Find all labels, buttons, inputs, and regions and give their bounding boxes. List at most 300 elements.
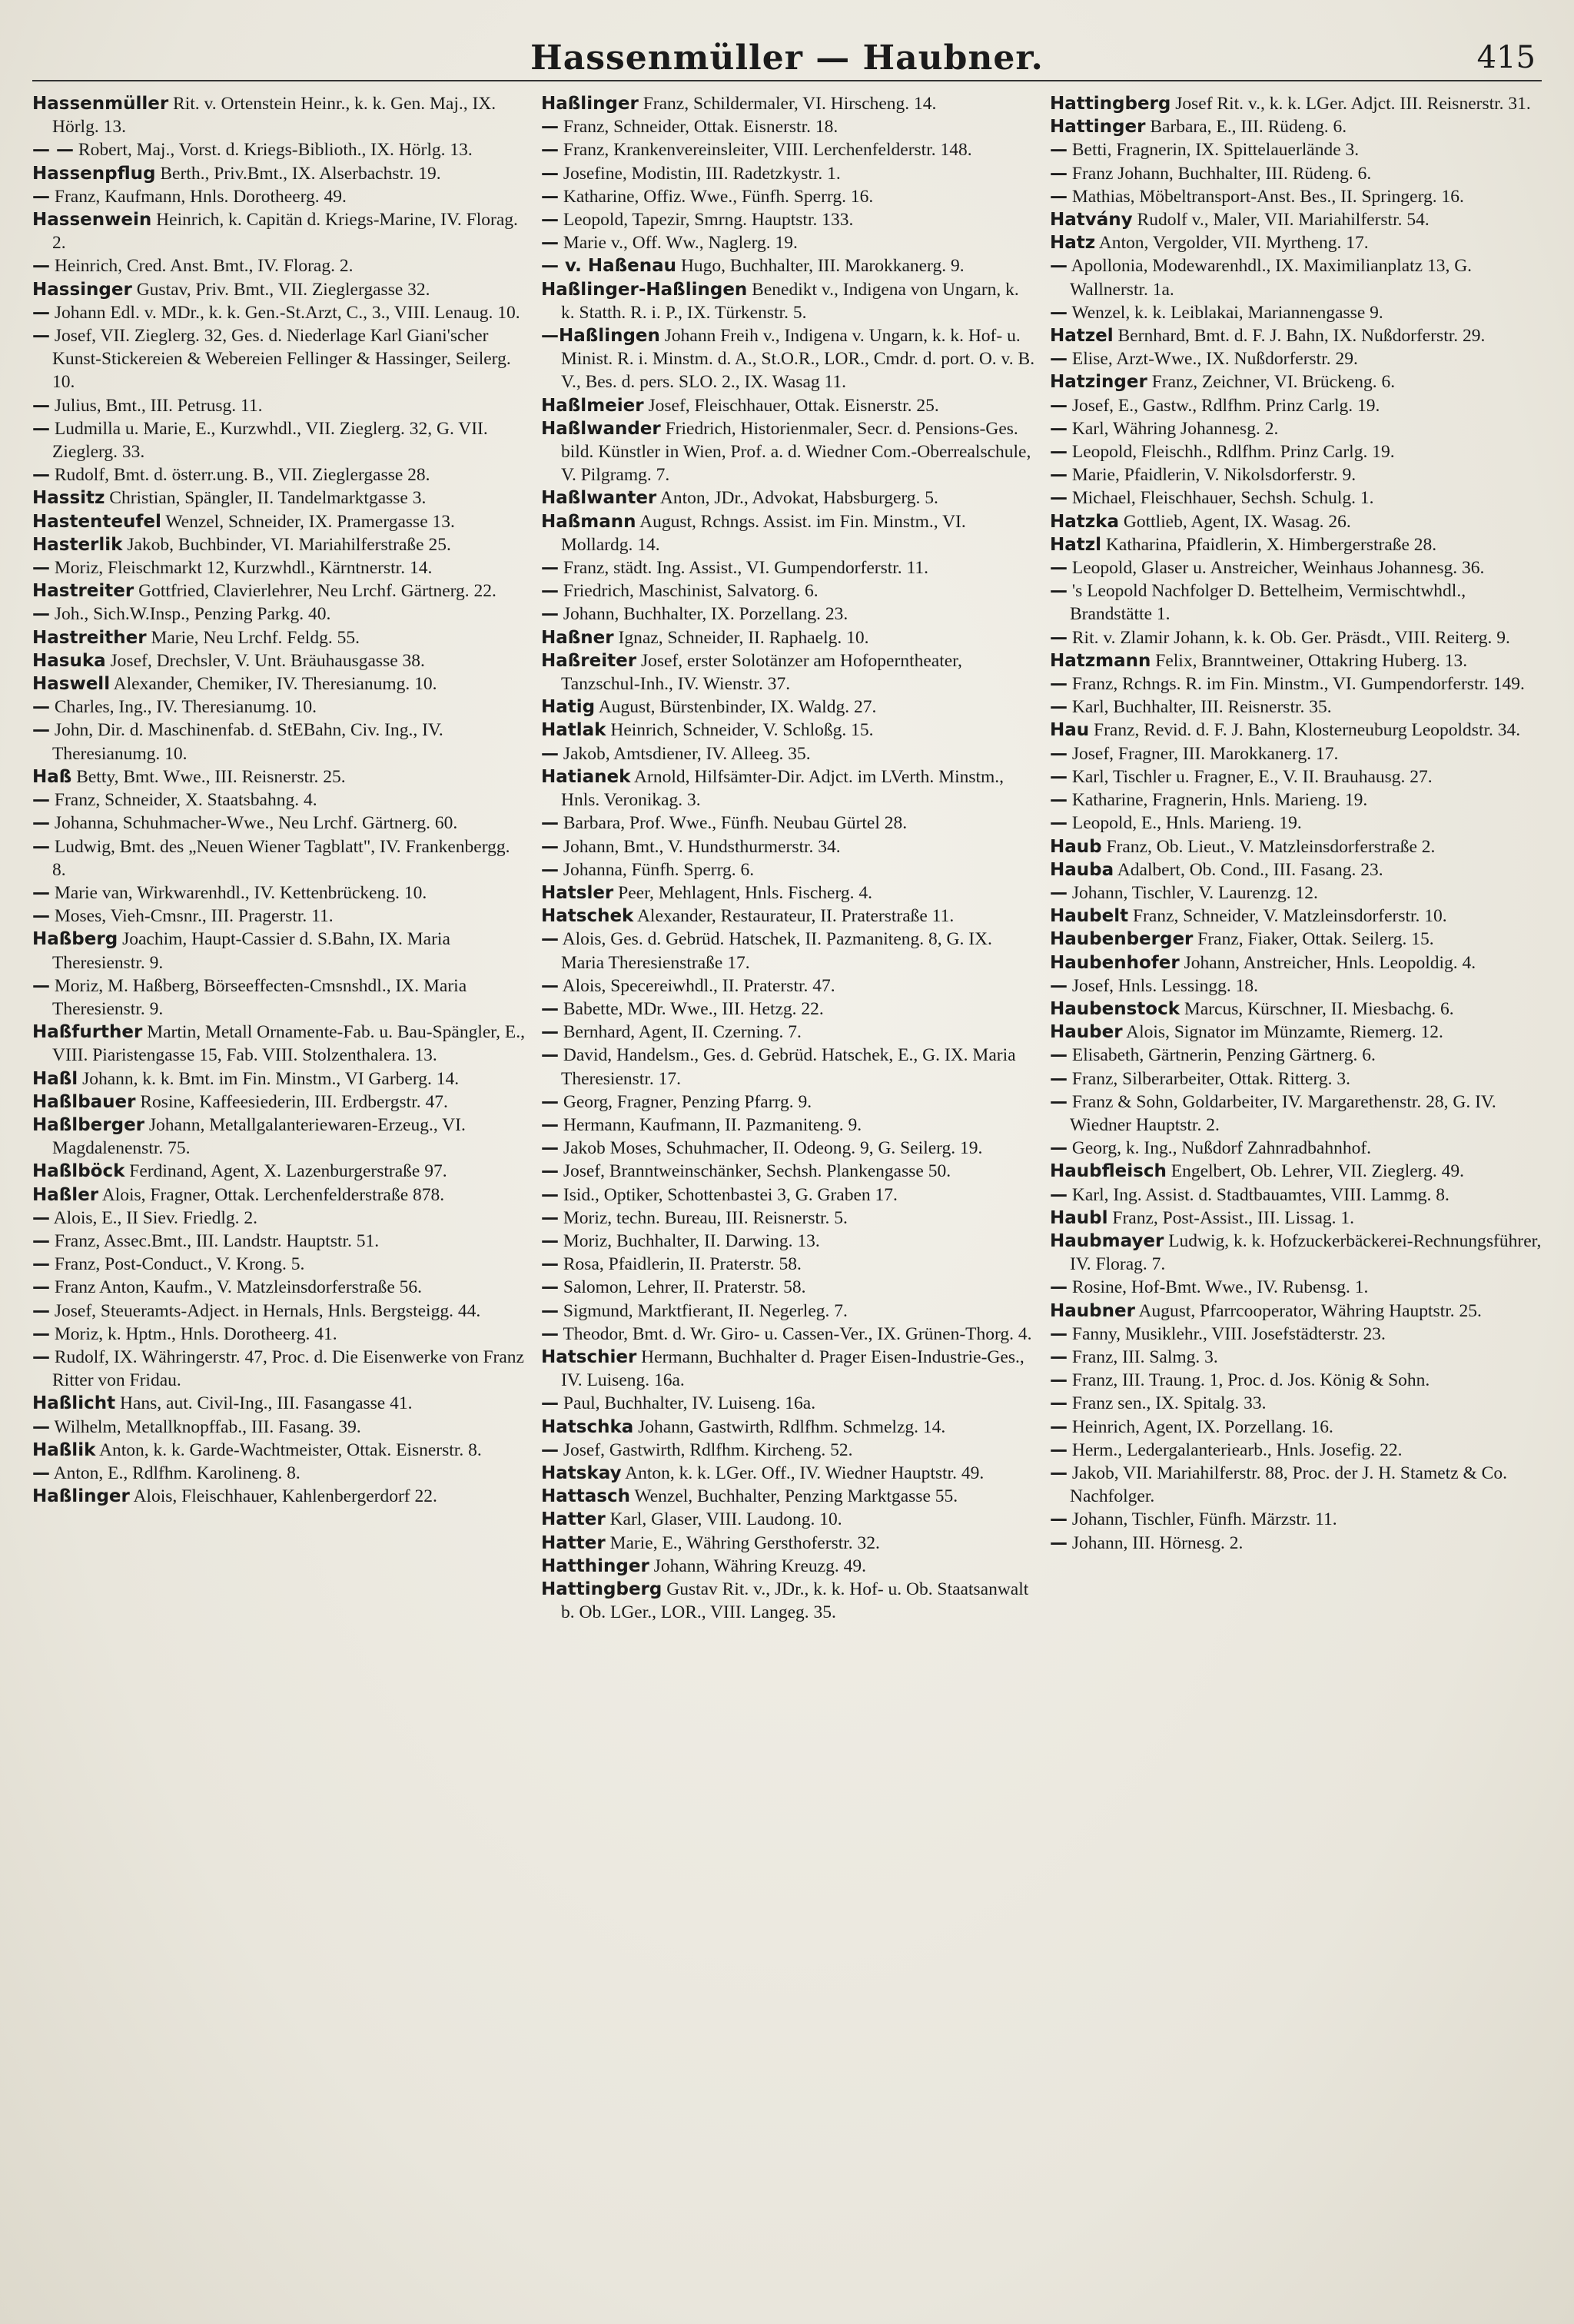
directory-entry: [541, 1439, 1036, 1462]
directory-entry: [32, 719, 527, 765]
entry-details: Berth., Priv.Bmt., IX. Alserbachstr. 19.: [160, 163, 441, 184]
directory-entry: [1050, 347, 1542, 370]
directory-entry: [1050, 1021, 1542, 1044]
entry-details: Wenzel, k. k. Leiblakai, Mariannengasse 9.: [1071, 302, 1383, 323]
entry-surname: —: [32, 395, 50, 416]
directory-entry: [541, 162, 1036, 185]
directory-entry: [1050, 1091, 1542, 1137]
entry-details: Hermann, Kaufmann, II. Pazmaniteng. 9.: [563, 1114, 862, 1135]
entry-details: Franz, Schneider, Ottak. Eisnerstr. 18.: [563, 117, 838, 138]
directory-entry: [32, 254, 527, 277]
entry-surname: —: [1050, 1045, 1068, 1066]
directory-entry: [1050, 1137, 1542, 1160]
entry-details: Johann, Metallgalanteriewaren-Erzeug., VI. Magdalenenstr. 75.: [52, 1114, 466, 1159]
entry-details: Marie, E., Währing Gersthoferstr. 32.: [609, 1532, 880, 1553]
directory-entry: [1050, 858, 1542, 881]
directory-entry: [1050, 788, 1542, 812]
directory-entry: [1050, 1439, 1542, 1462]
entry-details: Franz, Post-Assist., III. Lissag. 1.: [1112, 1207, 1354, 1228]
directory-entry: [32, 208, 527, 254]
entry-details: Marie, Neu Lrchf. Feldg. 55.: [151, 627, 360, 648]
directory-entry: [541, 1114, 1036, 1137]
entry-details: Betti, Fragnerin, IX. Spittelauerlände 3.: [1071, 140, 1360, 161]
directory-entry: [541, 974, 1036, 998]
entry-surname: —: [541, 558, 559, 579]
directory-entry: [32, 486, 527, 510]
directory-entry: [32, 1067, 527, 1091]
directory-entry: [32, 1207, 527, 1230]
entry-surname: —: [541, 1207, 559, 1228]
directory-entry: [32, 603, 527, 626]
entry-surname: —: [541, 859, 559, 880]
directory-entry: [32, 649, 527, 672]
directory-entry: [1050, 765, 1542, 788]
entry-details: Josef, Fleischhauer, Ottak. Eisnerstr. 25.: [648, 395, 939, 416]
column-middle: [541, 92, 1036, 2306]
directory-entry: [541, 905, 1036, 928]
directory-entry: [541, 696, 1036, 719]
directory-entry: [32, 463, 527, 486]
entry-surname: —: [541, 1254, 559, 1275]
directory-entry: [541, 858, 1036, 881]
entry-details: Felix, Branntweiner, Ottakring Huberg. 13.: [1155, 650, 1468, 671]
directory-entry: [1050, 1160, 1542, 1183]
entry-surname: —: [1050, 1138, 1068, 1159]
entry-surname: —: [1050, 302, 1068, 323]
directory-entry: [32, 835, 527, 881]
entry-surname: —: [1050, 1370, 1068, 1391]
entry-details: Johann, Währing Kreuzg. 49.: [653, 1555, 866, 1576]
entry-details: Karl, Ing. Assist. d. Stadtbauamtes, VIII. Lammg. 8.: [1071, 1184, 1449, 1205]
entry-details: Robert, Maj., Vorst. d. Kriegs-Biblioth., IX. Hörlg. 13.: [78, 140, 473, 161]
entry-surname: —: [32, 1277, 50, 1298]
directory-entry: [32, 92, 527, 138]
entry-details: Josef, E., Gastw., Rdlfhm. Prinz Carlg. 19.: [1071, 395, 1380, 416]
entry-details: Heinrich, k. Capitän d. Kriegs-Marine, IV. Florag. 2.: [52, 210, 518, 254]
entry-surname: Hatz: [1050, 233, 1096, 254]
entry-surname: —: [541, 1184, 559, 1205]
entry-surname: —: [32, 1254, 50, 1275]
entry-details: Engelbert, Ob. Lehrer, VII. Zieglerg. 49.: [1171, 1161, 1464, 1182]
entry-details: Franz, Revid. d. F. J. Bahn, Klosterneuburg Leopoldstr. 34.: [1094, 720, 1521, 741]
directory-entry: [1050, 835, 1542, 858]
entry-surname: Haßlbauer: [32, 1091, 136, 1112]
directory-entry: [1050, 208, 1542, 231]
entry-surname: —: [1050, 1346, 1068, 1367]
directory-entry: [541, 1184, 1036, 1207]
entry-details: Betty, Bmt. Wwe., III. Reisnerstr. 25.: [76, 766, 346, 787]
entry-details: Rosine, Hof-Bmt. Wwe., IV. Rubensg. 1.: [1071, 1277, 1369, 1298]
entry-details: Gustav, Priv. Bmt., VII. Zieglergasse 32.: [136, 279, 430, 300]
entry-surname: Hasterlik: [32, 534, 123, 555]
entry-surname: Hattasch: [541, 1486, 630, 1507]
entry-details: Leopold, Tapezir, Smrng. Hauptstr. 133.: [563, 210, 854, 231]
entry-details: Elisabeth, Gärtnerin, Penzing Gärtnerg. 6.: [1071, 1045, 1376, 1066]
entry-surname: —: [1050, 442, 1068, 463]
entry-details: Ignaz, Schneider, II. Raphaelg. 10.: [618, 627, 869, 648]
entry-details: Franz, Post-Conduct., V. Krong. 5.: [54, 1254, 305, 1275]
entry-surname: Haubl: [1050, 1207, 1108, 1228]
entry-surname: Hau: [1050, 720, 1090, 741]
directory-entry: [1050, 162, 1542, 185]
entry-surname: Hatschek: [541, 906, 634, 927]
directory-entry: [32, 788, 527, 812]
entry-surname: Hassinger: [32, 279, 132, 300]
entry-details: Christian, Spängler, II. Tandelmarktgasse 3.: [109, 488, 427, 509]
entry-details: Wenzel, Schneider, IX. Pramergasse 13.: [165, 511, 455, 532]
directory-entry: [1050, 394, 1542, 417]
entry-surname: —: [1050, 1532, 1068, 1553]
entry-details: Charles, Ing., IV. Theresianumg. 10.: [54, 697, 317, 718]
entry-surname: —: [1050, 882, 1068, 903]
directory-entry: [1050, 719, 1542, 742]
entry-surname: —: [1050, 790, 1068, 811]
directory-entry: [32, 1439, 527, 1462]
entry-surname: —: [541, 1091, 559, 1112]
entry-details: Heinrich, Cred. Anst. Bmt., IV. Florag. 2.: [54, 256, 354, 277]
entry-details: Alexander, Chemiker, IV. Theresianumg. 10.: [113, 674, 437, 695]
entry-details: Bernhard, Agent, II. Czerning. 7.: [563, 1022, 802, 1043]
entry-details: Moriz, M. Haßberg, Börseeffecten-Cmsnshdl., IX. Maria Theresienstr. 9.: [52, 975, 467, 1019]
entry-surname: —Haßlingen: [541, 326, 660, 347]
entry-details: Leopold, Glaser u. Anstreicher, Weinhaus Johannesg. 36.: [1071, 558, 1485, 579]
entry-surname: Hasuka: [32, 650, 106, 671]
entry-surname: Haßreiter: [541, 650, 637, 671]
entry-surname: —: [1050, 488, 1068, 509]
running-title: Hassenmüller — Haubner.: [530, 38, 1044, 78]
directory-entry: [32, 1276, 527, 1299]
directory-entry: [32, 1230, 527, 1253]
entry-details: 's Leopold Nachfolger D. Bettelheim, Vermischtwhdl., Brandstätte 1.: [1070, 581, 1466, 625]
entry-surname: —: [541, 1277, 559, 1298]
entry-details: Moriz, techn. Bureau, III. Reisnerstr. 5.: [563, 1207, 848, 1228]
entry-details: Josefine, Modistin, III. Radetzkystr. 1.: [563, 163, 841, 184]
entry-surname: Hatlak: [541, 720, 606, 741]
entry-details: Franz, Schneider, V. Matzleinsdorferstr. 10.: [1132, 906, 1447, 927]
entry-surname: —: [541, 210, 559, 231]
directory-entry: [541, 231, 1036, 254]
directory-entry: [541, 510, 1036, 556]
entry-surname: Hattingberg: [541, 1579, 662, 1599]
entry-surname: Hattingberg: [1050, 94, 1171, 114]
entry-surname: —: [1050, 256, 1068, 277]
entry-surname: Haßlmeier: [541, 395, 644, 416]
entry-surname: —: [541, 1300, 559, 1321]
entry-surname: Hassenwein: [32, 210, 152, 231]
entry-details: Wenzel, Buchhalter, Penzing Marktgasse 55.: [634, 1486, 958, 1507]
entry-surname: Haß: [32, 766, 72, 787]
entry-details: August, Bürstenbinder, IX. Waldg. 27.: [598, 697, 877, 718]
entry-surname: —: [1050, 697, 1068, 718]
directory-entry: [32, 324, 527, 394]
directory-entry: [1050, 579, 1542, 626]
entry-details: Ferdinand, Agent, X. Lazenburgerstraße 97.: [129, 1161, 447, 1182]
directory-entry: [541, 812, 1036, 835]
entry-surname: —: [541, 1138, 559, 1159]
directory-entry: [1050, 998, 1542, 1021]
entry-details: Jakob, Amtsdiener, IV. Alleeg. 35.: [563, 743, 811, 764]
entry-surname: —: [32, 604, 50, 625]
entry-details: Franz, III. Salmg. 3.: [1071, 1346, 1218, 1367]
entry-details: Marie, Pfaidlerin, V. Nikolsdorferstr. 9.: [1071, 465, 1356, 486]
entry-surname: Hattinger: [1050, 117, 1146, 138]
entry-surname: Hastreither: [32, 627, 147, 648]
entry-surname: Hatig: [541, 697, 596, 718]
directory-entry: [32, 138, 527, 161]
directory-entry: [32, 1114, 527, 1160]
entry-details: Rit. v. Zlamir Johann, k. k. Ob. Ger. Präsdt., VIII. Reiterg. 9.: [1071, 627, 1510, 648]
directory-entry: [32, 1323, 527, 1346]
directory-entry: [32, 556, 527, 579]
directory-entry: [32, 672, 527, 696]
entry-surname: Hastreiter: [32, 581, 134, 602]
directory-entry: [1050, 1392, 1542, 1415]
entry-details: Wilhelm, Metallknopffab., III. Fasang. 39.: [54, 1416, 361, 1437]
entry-details: Isid., Optiker, Schottenbastei 3, G. Graben 17.: [563, 1184, 898, 1205]
entry-details: Anton, Vergolder, VII. Myrtheng. 17.: [1098, 233, 1369, 254]
entry-surname: —: [1050, 395, 1068, 416]
directory-entry: [32, 1021, 527, 1067]
entry-surname: Hassenpflug: [32, 163, 156, 184]
entry-details: Anton, JDr., Advokat, Habsburgerg. 5.: [659, 488, 938, 509]
directory-entry: [541, 1346, 1036, 1392]
entry-surname: —: [1050, 627, 1068, 648]
entry-details: Hugo, Buchhalter, III. Marokkanerg. 9.: [680, 256, 965, 277]
directory-entry: [541, 603, 1036, 626]
entry-details: Karl, Tischler u. Fragner, E., V. II. Brauhausg. 27.: [1071, 766, 1433, 787]
entry-details: Johann Freih v., Indigena v. Ungarn, k. k. Hof- u. Minist. R. i. Minstm. d. A., St.O.R., LOR., Cmdr. d. port. O. v. B. V., Bes. d. pers. SLO. 2., IX. Wasag 11.: [561, 326, 1035, 393]
entry-surname: Hatschier: [541, 1346, 637, 1367]
directory-entry: [541, 1300, 1036, 1323]
directory-entry: [1050, 324, 1542, 347]
entry-surname: Hatzel: [1050, 326, 1114, 347]
entry-surname: Haßlböck: [32, 1161, 125, 1182]
entry-details: Heinrich, Agent, IX. Porzellang. 16.: [1071, 1416, 1333, 1437]
entry-details: Franz, Silberarbeiter, Ottak. Ritterg. 3.: [1071, 1068, 1351, 1089]
entry-surname: —: [1050, 766, 1068, 787]
entry-surname: Hatter: [541, 1532, 606, 1553]
directory-entry: [541, 1485, 1036, 1508]
directory-entry: [1050, 463, 1542, 486]
entry-details: Franz Anton, Kaufm., V. Matzleinsdorferstraße 56.: [54, 1277, 423, 1298]
entry-surname: —: [32, 906, 50, 927]
directory-entry: [541, 1137, 1036, 1160]
entry-details: Josef, VII. Zieglerg. 32, Ges. d. Niederlage Karl Giani'scher Kunst-Stickereien & Webereien Fellinger & Hassinger, Seilerg. 10.: [52, 326, 511, 393]
entry-surname: —: [32, 558, 50, 579]
directory-entry: [32, 765, 527, 788]
directory-entry: [541, 1091, 1036, 1114]
entry-surname: Haßner: [541, 627, 614, 648]
entry-surname: —: [1050, 558, 1068, 579]
entry-surname: —: [32, 836, 50, 857]
directory-entry: [1050, 185, 1542, 208]
entry-surname: —: [32, 1323, 50, 1344]
entry-surname: Hatter: [541, 1509, 606, 1530]
entry-surname: —: [541, 975, 559, 996]
directory-entry: [1050, 417, 1542, 440]
directory-entry: [1050, 1532, 1542, 1555]
directory-entry: [1050, 1369, 1542, 1392]
entry-surname: —: [1050, 349, 1068, 370]
entry-details: Leopold, E., Hnls. Marieng. 19.: [1071, 813, 1302, 834]
entry-surname: — —: [32, 140, 75, 161]
entry-surname: —: [1050, 581, 1068, 602]
entry-surname: —: [32, 1207, 50, 1228]
entry-details: Benedikt v., Indigena von Ungarn, k. k. Statth. R. i. P., IX. Türkenstr. 5.: [561, 279, 1019, 323]
entry-surname: —: [32, 418, 50, 439]
entry-details: Franz, Schildermaler, VI. Hirscheng. 14.: [643, 94, 937, 114]
directory-entry: [32, 301, 527, 324]
entry-surname: —: [32, 465, 50, 486]
directory-entry: [32, 1300, 527, 1323]
directory-entry: [541, 742, 1036, 765]
directory-entry: [541, 1392, 1036, 1415]
directory-entry: [1050, 1207, 1542, 1230]
entry-details: Friedrich, Maschinist, Salvatorg. 6.: [563, 581, 819, 602]
entry-details: Mathias, Möbeltransport-Anst. Bes., II. Springerg. 16.: [1071, 186, 1464, 207]
entry-details: Josef, erster Solotänzer am Hofoperntheater, Tanzschul-Inh., IV. Wienstr. 37.: [561, 650, 962, 695]
entry-surname: Haubelt: [1050, 906, 1129, 927]
entry-surname: — v. Haßenau: [541, 256, 677, 277]
entry-details: Paul, Buchhalter, IV. Luiseng. 16a.: [563, 1393, 816, 1414]
directory-entry: [32, 510, 527, 533]
entry-details: Gottlieb, Agent, IX. Wasag. 26.: [1123, 511, 1351, 532]
directory-entry: [1050, 742, 1542, 765]
entry-surname: —: [32, 790, 50, 811]
entry-details: Katharine, Fragnerin, Hnls. Marieng. 19.: [1071, 790, 1368, 811]
directory-entry: [1050, 951, 1542, 974]
entry-details: Gustav Rit. v., JDr., k. k. Hof- u. Ob. Staatsanwalt b. Ob. LGer., LOR., VIII. Langeg. 35.: [561, 1579, 1029, 1623]
directory-entry: [1050, 231, 1542, 254]
entry-surname: Haubmayer: [1050, 1230, 1164, 1251]
directory-entry: [541, 115, 1036, 138]
entry-surname: Haßberg: [32, 929, 118, 950]
entry-details: Johann Edl. v. MDr., k. k. Gen.-St.Arzt, C., 3., VIII. Lenaug. 10.: [54, 302, 520, 323]
directory-entry: [541, 208, 1036, 231]
entry-surname: —: [541, 929, 559, 950]
entry-details: Johann, Bmt., V. Hundsthurmerstr. 34.: [563, 836, 841, 857]
entry-surname: Haßlwanter: [541, 488, 657, 509]
directory-entry: [541, 417, 1036, 487]
entry-surname: Haßlicht: [32, 1393, 116, 1414]
entry-surname: Haswell: [32, 674, 111, 695]
directory-entry: [32, 905, 527, 928]
entry-details: Franz & Sohn, Goldarbeiter, IV. Margarethenstr. 28, G. IV. Wiedner Hauptstr. 2.: [1070, 1091, 1496, 1135]
directory-entry: [1050, 92, 1542, 115]
entry-surname: —: [541, 604, 559, 625]
entry-surname: Haßlik: [32, 1439, 96, 1460]
entry-details: Hans, aut. Civil-Ing., III. Fasangasse 41.: [119, 1393, 413, 1414]
entry-surname: Haßfurther: [32, 1022, 143, 1043]
entry-details: Johann, Tischler, V. Laurenzg. 12.: [1071, 882, 1318, 903]
entry-surname: —: [32, 720, 50, 741]
entry-details: Marie van, Wirkwarenhdl., IV. Kettenbrückeng. 10.: [54, 882, 427, 903]
directory-entry: [1050, 486, 1542, 510]
entry-surname: —: [1050, 418, 1068, 439]
entry-details: Gottfried, Clavierlehrer, Neu Lrchf. Gärtnerg. 22.: [138, 581, 496, 602]
entry-surname: —: [1050, 674, 1068, 695]
entry-surname: Haubenstock: [1050, 998, 1180, 1019]
entry-details: Karl, Glaser, VIII. Laudong. 10.: [609, 1509, 842, 1530]
directory-entry: [1050, 138, 1542, 161]
entry-surname: Hatvány: [1050, 210, 1133, 231]
entry-details: Anton, k. k. Garde-Wachtmeister, Ottak. Eisnerstr. 8.: [98, 1439, 482, 1460]
directory-entry: [541, 1323, 1036, 1346]
directory-entry: [541, 185, 1036, 208]
entry-surname: Hatianek: [541, 766, 631, 787]
entry-details: Johanna, Schuhmacher-Wwe., Neu Lrchf. Gärtnerg. 60.: [54, 813, 458, 834]
directory-entry: [1050, 928, 1542, 951]
entry-surname: —: [1050, 1323, 1068, 1344]
directory-entry: [1050, 370, 1542, 393]
directory-entry: [1050, 1323, 1542, 1346]
entry-details: Anton, E., Rdlfhm. Karolineng. 8.: [53, 1462, 301, 1483]
directory-entry: [1050, 533, 1542, 556]
entry-details: August, Pfarrcooperator, Währing Hauptstr. 25.: [1138, 1300, 1482, 1321]
entry-surname: —: [541, 998, 559, 1019]
directory-entry: [32, 1346, 527, 1392]
entry-details: Ludmilla u. Marie, E., Kurzwhdl., VII. Zieglerg. 32, G. VII. Zieglerg. 33.: [52, 418, 488, 463]
entry-surname: —: [1050, 1509, 1068, 1530]
directory-entry: [1050, 1044, 1542, 1067]
directory-entry: [541, 138, 1036, 161]
entry-surname: —: [541, 140, 559, 161]
directory-entry: [32, 1485, 527, 1508]
entry-details: Alexander, Restaurateur, II. Praterstraße 11.: [636, 906, 955, 927]
directory-entry: [32, 278, 527, 301]
directory-entry: [541, 835, 1036, 858]
directory-entry: [1050, 696, 1542, 719]
entry-surname: —: [32, 1230, 50, 1251]
directory-entry: [541, 881, 1036, 905]
entry-details: Franz, städt. Ing. Assist., VI. Gumpendorferstr. 11.: [563, 558, 929, 579]
directory-entry: [32, 928, 527, 974]
directory-entry: [1050, 1346, 1542, 1369]
entry-details: Ludwig, Bmt. des „Neuen Wiener Tagblatt", IV. Frankenbergg. 8.: [52, 836, 510, 880]
entry-surname: —: [1050, 1439, 1068, 1460]
entry-details: Moriz, Fleischmarkt 12, Kurzwhdl., Kärntnerstr. 14.: [54, 558, 433, 579]
entry-details: Marie v., Off. Ww., Naglerg. 19.: [563, 233, 798, 254]
entry-surname: —: [1050, 1184, 1068, 1205]
directory-entry: [32, 881, 527, 905]
column-left: [32, 92, 527, 2306]
entry-details: Sigmund, Marktfierant, II. Negerleg. 7.: [563, 1300, 848, 1321]
entry-surname: —: [541, 1045, 559, 1066]
entry-surname: —: [541, 163, 559, 184]
directory-entry: [32, 812, 527, 835]
entry-surname: —: [32, 186, 50, 207]
entry-details: Apollonia, Modewarenhdl., IX. Maximilianplatz 13, G. Wallnerstr. 1a.: [1070, 256, 1473, 300]
entry-details: Franz, Rchngs. R. im Fin. Minstm., VI. Gumpendorferstr. 149.: [1071, 674, 1525, 695]
entry-details: Anton, k. k. LGer. Off., IV. Wiedner Hauptstr. 49.: [625, 1462, 985, 1483]
entry-details: Rudolf, IX. Währingerstr. 47, Proc. d. Die Eisenwerke von Franz Ritter von Fridau.: [52, 1346, 524, 1391]
directory-entry: [1050, 1462, 1542, 1508]
entry-surname: Haßl: [32, 1068, 78, 1089]
entry-details: Leopold, Fleischh., Rdlfhm. Prinz Carlg. 19.: [1071, 442, 1395, 463]
entry-surname: —: [32, 1462, 50, 1483]
entry-surname: Hatthinger: [541, 1555, 649, 1576]
entry-surname: Hatzmann: [1050, 650, 1151, 671]
entry-surname: —: [1050, 1091, 1068, 1112]
entry-details: David, Handelsm., Ges. d. Gebrüd. Hatschek, E., G. IX. Maria Theresienstr. 17.: [561, 1045, 1016, 1089]
directory-entry: [541, 649, 1036, 696]
entry-details: Peer, Mehlagent, Hnls. Fischerg. 4.: [618, 882, 872, 903]
entry-surname: —: [1050, 743, 1068, 764]
entry-details: Johann, Buchhalter, IX. Porzellang. 23.: [563, 604, 848, 625]
entry-surname: Hatzinger: [1050, 372, 1147, 393]
entry-surname: Haubner: [1050, 1300, 1135, 1321]
entry-surname: Hatzka: [1050, 511, 1119, 532]
